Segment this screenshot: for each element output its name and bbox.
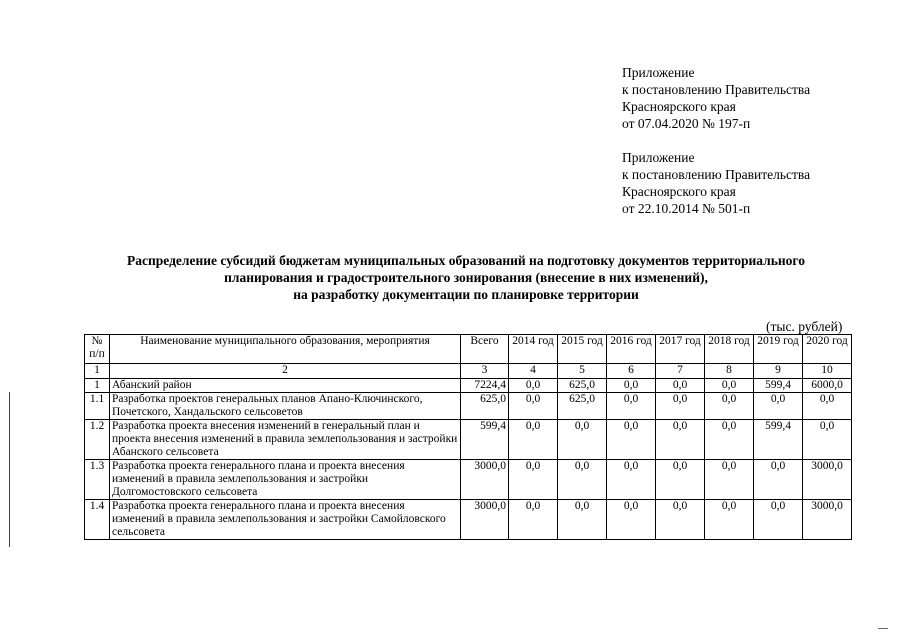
appendix-line: к постановлению Правительства [622,167,811,182]
appendix-line: от 22.10.2014 № 501-п [622,201,751,216]
row-2015: 625,0 [558,393,607,420]
table-row [85,420,852,460]
header-2020: 2020 год [803,335,852,364]
row-number: 1.4 [85,500,110,540]
column-number: 8 [705,364,754,379]
appendix-line: Красноярского края [622,99,736,114]
row-number: 1.1 [85,393,110,420]
scan-corner-mark [878,628,888,629]
header-2014: 2014 год [509,335,558,364]
header-2016: 2016 год [607,335,656,364]
row-2020: 6000,0 [803,379,852,393]
row-total: 3000,0 [461,500,509,540]
appendix-line: к постановлению Правительства [622,82,811,97]
row-2018: 0,0 [705,393,754,420]
row-2015: 0,0 [558,500,607,540]
row-number: 1.3 [85,460,110,500]
appendix-block-original [622,149,810,217]
row-2014: 0,0 [509,379,558,393]
row-2016: 0,0 [607,420,656,460]
column-number: 1 [85,364,110,379]
row-name: Разработка проекта внесения изменений в генеральный план и проекта внесения изменений в правила землепользования и застройки Абанского сельсовета [110,420,461,460]
column-number: 6 [607,364,656,379]
row-2016: 0,0 [607,460,656,500]
table-header-row [85,335,852,364]
appendix-line: от 07.04.2020 № 197-п [622,116,751,131]
row-2014: 0,0 [509,460,558,500]
row-2015: 625,0 [558,379,607,393]
appendix-block-current [622,64,810,132]
row-2018: 0,0 [705,420,754,460]
table-row [85,393,852,420]
row-2019: 599,4 [754,420,803,460]
column-number-row [85,364,852,379]
column-number: 10 [803,364,852,379]
row-2014: 0,0 [509,500,558,540]
row-2016: 0,0 [607,500,656,540]
row-total: 7224,4 [461,379,509,393]
row-number: 1 [85,379,110,393]
title-line: Распределение субсидий бюджетам муниципальных образований на подготовку документов территориального [127,253,805,268]
column-number: 5 [558,364,607,379]
header-2019: 2019 год [754,335,803,364]
row-2019: 0,0 [754,460,803,500]
row-2017: 0,0 [656,460,705,500]
row-total: 599,4 [461,420,509,460]
header-2017: 2017 год [656,335,705,364]
row-2019: 599,4 [754,379,803,393]
table-row [85,500,852,540]
units-label: (тыс. рублей) [766,319,843,334]
row-2019: 0,0 [754,500,803,540]
row-name: Разработка проекта генерального плана и проекта внесения изменений в правила землепользования и застройки Долгомостовского сельсовета [110,460,461,500]
header-2018: 2018 год [705,335,754,364]
row-2016: 0,0 [607,379,656,393]
column-number: 9 [754,364,803,379]
column-number: 7 [656,364,705,379]
row-2018: 0,0 [705,460,754,500]
row-2014: 0,0 [509,393,558,420]
header-total: Всего [461,335,509,364]
row-2015: 0,0 [558,420,607,460]
row-name: Абанский район [110,379,461,393]
table-row [85,379,852,393]
title-line: планирования и градостроительного зонирования (внесение в них изменений), [224,270,708,285]
row-2016: 0,0 [607,393,656,420]
row-2014: 0,0 [509,420,558,460]
column-number: 2 [110,364,461,379]
row-2017: 0,0 [656,393,705,420]
row-2020: 3000,0 [803,500,852,540]
appendix-line: Приложение [622,65,695,80]
scan-margin-line [9,392,10,547]
row-2020: 0,0 [803,393,852,420]
row-name: Разработка проектов генеральных планов Апано-Ключинского, Почетского, Хандальского сельсоветов [110,393,461,420]
row-2018: 0,0 [705,379,754,393]
row-2019: 0,0 [754,393,803,420]
row-2017: 0,0 [656,420,705,460]
row-2018: 0,0 [705,500,754,540]
row-total: 625,0 [461,393,509,420]
row-total: 3000,0 [461,460,509,500]
row-number: 1.2 [85,420,110,460]
row-2020: 3000,0 [803,460,852,500]
header-name: Наименование муниципального образования, мероприятия [110,335,461,364]
column-number: 3 [461,364,509,379]
row-2017: 0,0 [656,500,705,540]
appendix-line: Красноярского края [622,184,736,199]
table-row [85,460,852,500]
row-2015: 0,0 [558,460,607,500]
column-number: 4 [509,364,558,379]
row-2017: 0,0 [656,379,705,393]
row-2020: 0,0 [803,420,852,460]
title-line: на разработку документации по планировке территории [293,287,639,302]
appendix-line: Приложение [622,150,695,165]
row-name: Разработка проекта генерального плана и проекта внесения изменений в правила землепользования и застройки Самойловского сельсовета [110,500,461,540]
document-title [60,252,872,303]
header-2015: 2015 год [558,335,607,364]
subsidy-table [84,334,852,540]
header-number: № п/п [85,335,110,364]
